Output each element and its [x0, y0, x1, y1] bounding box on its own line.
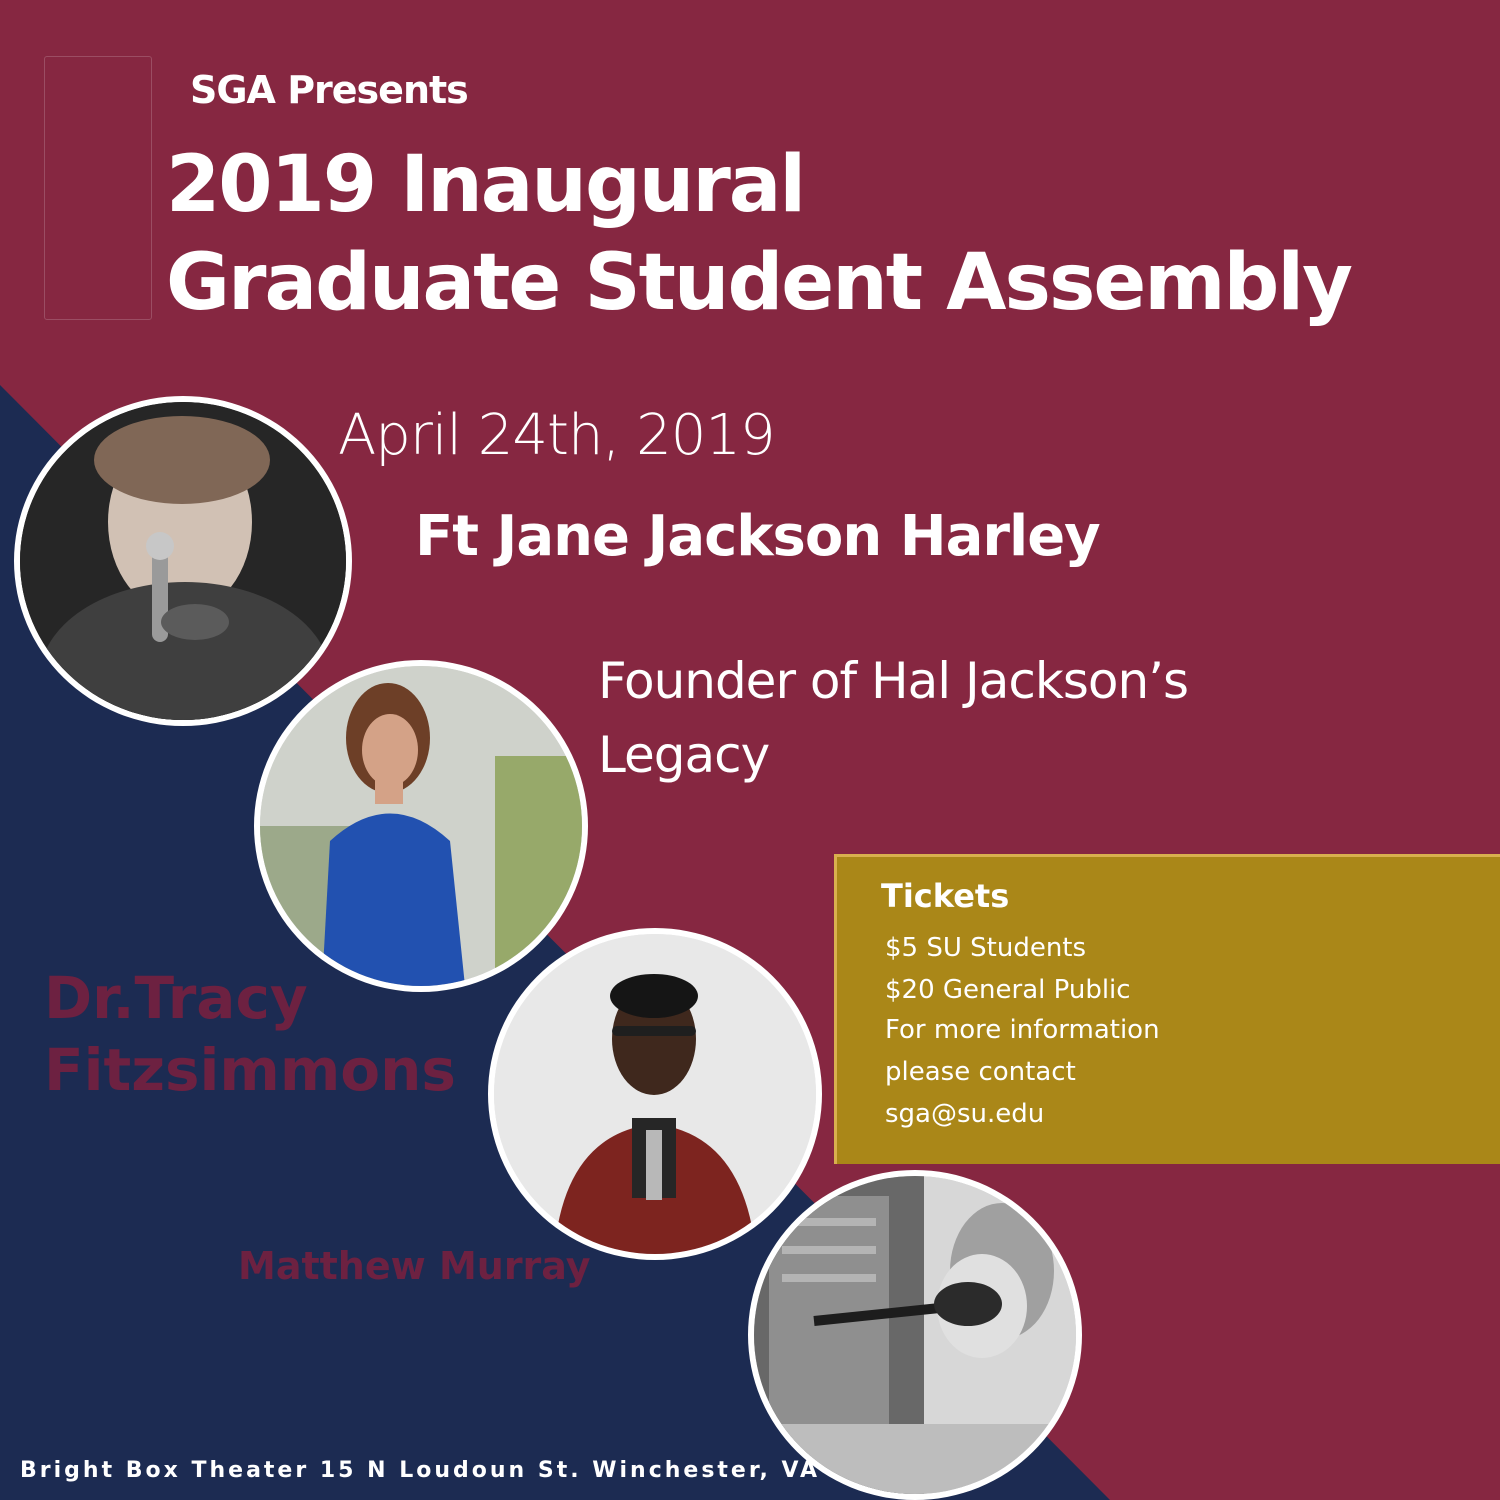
featured-speaker: Ft Jane Jackson Harley: [415, 504, 1100, 569]
tickets-title: Tickets: [881, 877, 1010, 915]
event-title-line-1: 2019 Inaugural: [166, 140, 805, 230]
speaker-description-line-1: Founder of Hal Jackson’s: [598, 652, 1189, 710]
speaker-photo-4: [748, 1170, 1082, 1500]
speaker-name-tracy-line-1: Dr.Tracy: [44, 964, 308, 1032]
ticket-info-line-1: $5 SU Students: [885, 933, 1087, 963]
ticket-info-line-2: $20 General Public: [885, 975, 1131, 1005]
ticket-info-line-3: For more information: [885, 1015, 1160, 1045]
speaker-photo-2: [254, 660, 588, 992]
speaker-name-tracy-line-2: Fitzsimmons: [44, 1036, 456, 1104]
presenter-heading: SGA Presents: [190, 68, 468, 112]
tickets-panel: [834, 854, 1500, 1164]
venue-address: Bright Box Theater 15 N Loudoun St. Winchester, VA: [20, 1458, 821, 1483]
speaker-photo-3: [488, 928, 822, 1260]
speaker-photo-1: [14, 396, 352, 726]
speaker-name-tracy-fitzsimmons: [44, 962, 456, 1106]
speaker-name-matthew-murray: Matthew Murray: [238, 1244, 591, 1288]
woman-portrait-icon: [260, 666, 582, 986]
speaker-description-line-2: Legacy: [598, 726, 770, 784]
ticket-info-contact-email[interactable]: sga@su.edu: [885, 1099, 1045, 1129]
event-title: [166, 136, 1351, 332]
event-title-line-2: Graduate Student Assembly: [166, 238, 1351, 328]
broadcaster-portrait-icon: [754, 1176, 1076, 1494]
singer-portrait-icon: [20, 402, 346, 720]
speaker-description: [598, 644, 1188, 792]
decorative-frame: [44, 56, 152, 320]
ticket-info-line-4: please contact: [885, 1057, 1076, 1087]
man-portrait-icon: [494, 934, 816, 1254]
event-date: April 24th, 2019: [338, 403, 775, 468]
